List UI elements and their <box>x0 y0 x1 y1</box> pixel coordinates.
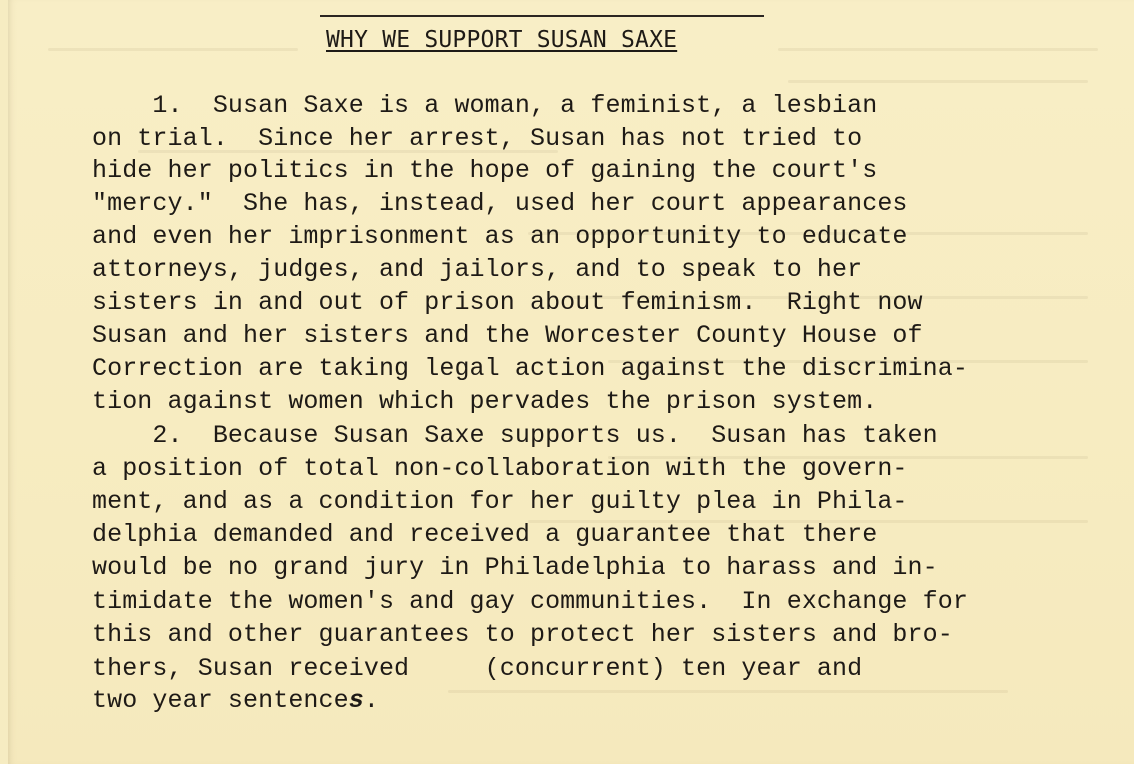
text-line: hide her politics in the hope of gaining the court's <box>92 156 878 185</box>
text-fragment: . <box>363 686 379 715</box>
text-line: attorneys, judges, and jailors, and to speak to her <box>92 255 863 284</box>
document-heading: WHY WE SUPPORT SUSAN SAXE <box>326 27 678 53</box>
text-line: on trial. Since her arrest, Susan has not tried to <box>92 124 863 153</box>
text-line: Susan and her sisters and the Worcester County House of <box>92 321 923 350</box>
text-line: thers, Susan received (concurrent) ten year and <box>92 654 863 683</box>
text-fragment: two year sentence <box>92 686 349 715</box>
handwritten-correction: s <box>348 686 364 715</box>
text-line: would be no grand jury in Philadelphia to harass and in- <box>92 553 938 582</box>
text-line: this and other guarantees to protect her sisters and bro- <box>92 620 953 649</box>
text-line: delphia demanded and received a guarantee that there <box>92 520 878 549</box>
text-line: ment, and as a condition for her guilty plea in Phila- <box>92 487 908 516</box>
text-line: tion against women which pervades the prison system. <box>92 387 878 416</box>
text-line: and even her imprisonment as an opportunity to educate <box>92 222 908 251</box>
text-line: 1. Susan Saxe is a woman, a feminist, a lesbian <box>92 91 878 120</box>
text-line: 2. Because Susan Saxe supports us. Susan has taken <box>92 421 938 450</box>
heading-rule <box>320 15 764 17</box>
text-line: sisters in and out of prison about feminism. Right now <box>92 288 923 317</box>
document-page <box>8 0 1134 764</box>
text-line: Correction are taking legal action against the discrimina- <box>92 354 968 383</box>
text-line: a position of total non-collaboration with the govern- <box>92 454 908 483</box>
text-line: timidate the women's and gay communities. In exchange for <box>92 587 968 616</box>
text-line-last <box>92 686 379 716</box>
text-line: "mercy." She has, instead, used her court appearances <box>92 189 908 218</box>
